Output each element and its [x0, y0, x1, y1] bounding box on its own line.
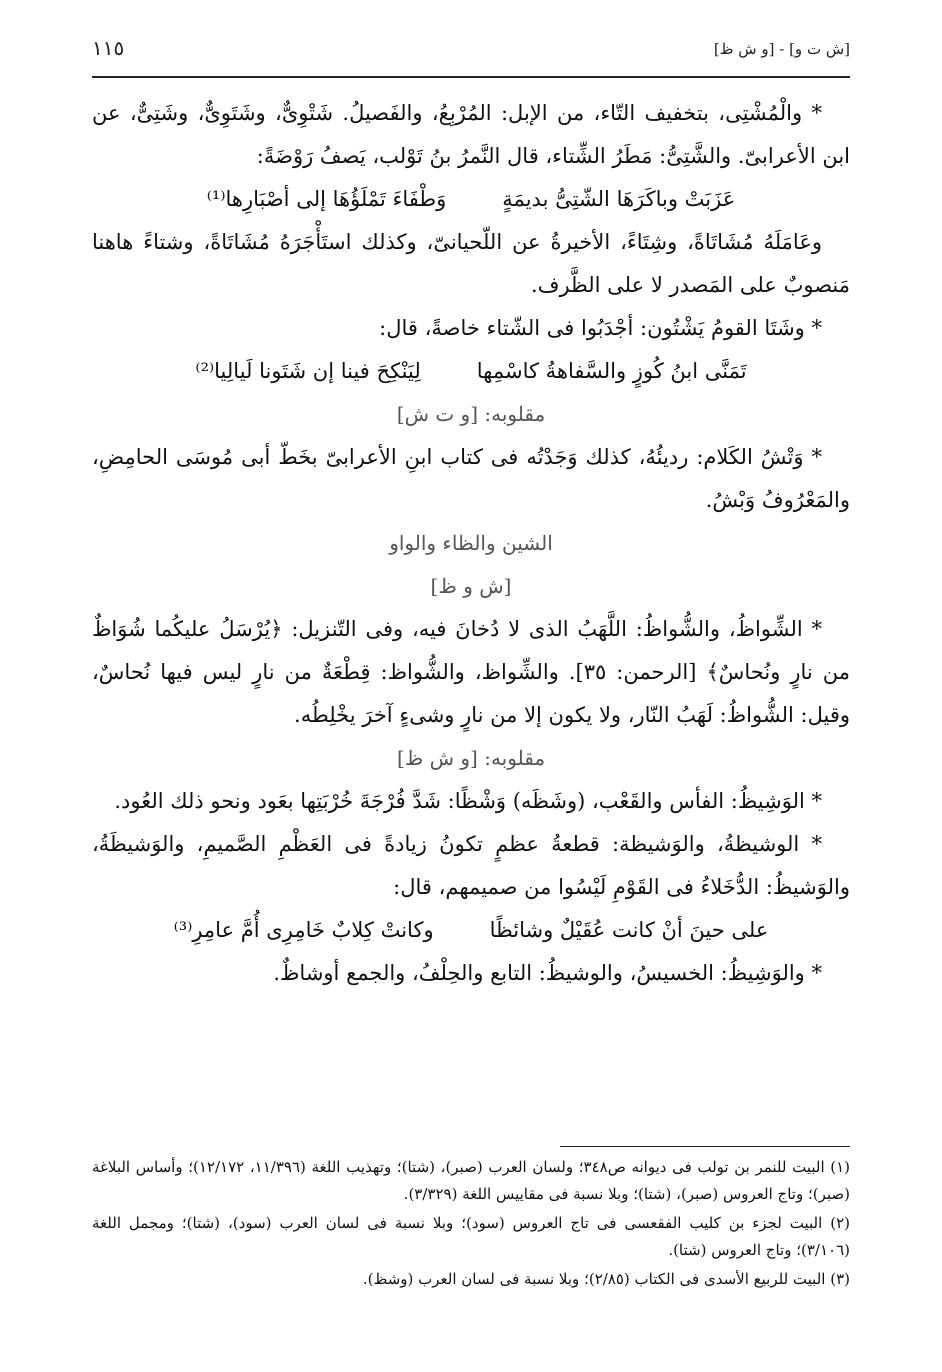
section-heading: الشين والظاء والواو: [389, 531, 553, 555]
main-text: [92, 92, 850, 995]
page-number: ١١٥: [92, 36, 125, 60]
paragraph: * وَتْشُ الكَلام: رديئُهُ، كذلك وَجَدْتُه فى كتاب ابنِ الأعرابىّ بخَطّ أبى مُوسَى الحامِضِ، والمَعْرُوفُ وَبْشُ.: [92, 445, 850, 512]
footnote: (٣) البيت للربيع الأسدى فى الكتاب (٢/٨٥)؛ وبلا نسبة فى لسان العرب (وشظ).: [362, 1270, 850, 1288]
footnote: (١) البيت للنمر بن تولب فى ديوانه ص٣٤٨؛ ولسان العرب (صبر)، (شتا)؛ وتهذيب اللغة (١١/٣٩٦، ١٢/١٧٢)؛ وأساس البلاغة (صبر)؛ وتاج العروس (صبر)، (شتا)؛ وبلا نسبة فى مقاييس اللغة (٣/٣٢٩).: [92, 1158, 851, 1203]
section-heading: [ش و ظ]: [430, 574, 512, 598]
section-heading: مقلوبه: [و ت ش]: [396, 402, 546, 426]
section-heading: مقلوبه: [و ش ظ]: [396, 746, 546, 770]
page-header: [92, 34, 850, 74]
verse-line: [92, 350, 850, 393]
running-head: [ش ت و] - [و ش ظ]: [713, 40, 850, 58]
verse-hemistich-first: عَزَبَتْ وباكَرَهَا الشّتِىُّ بديمَةٍ: [502, 187, 736, 211]
footnotes: [92, 1154, 850, 1295]
paragraph: * والوَشِيظُ: الخسيسُ، والوشيظُ: التابع والحِلْفُ، والجمع أوشاظٌ.: [273, 961, 822, 985]
footnote: (٢) البيت لجزء بن كليب الفقعسى فى تاج العروس (سود)؛ وبلا نسبة فى لسان العرب (سود)، (شتا)؛ ومجمل اللغة (٣/١٠٦)؛ وتاج العروس (شتا).: [92, 1214, 850, 1259]
header-rule: [92, 76, 850, 78]
paragraph: * الوشيظةُ، والوَشيظة: قطعةُ عظمٍ تكونُ زيادةً فى العَظْمِ الصَّميمِ، والوَشيظَةُ، والوَشيظُ: الدُّخَلاءُ فى القَوْمِ لَيْسُوا من صميمهم، قال:: [92, 832, 850, 899]
paragraph: * والْمُشْتِى، بتخفيف التّاء، من الإبل: المُرْبِعُ، والفَصيلُ. شَتْوِىٌّ، وشَتَوِىٌّ، وشَتِىٌّ، عن ابن الأعرابىّ. والشَّتِىُّ: مَطَرُ الشِّتاء، قال النَّمرُ بنُ تَوْلب، يَصفُ رَوْضَةً:: [92, 101, 850, 168]
verse-hemistich-second: وكانتْ كِلابٌ خَامِرِى أُمَّ عامِرِ⁽³⁾: [173, 918, 434, 942]
paragraph: * الشِّواظُ، والشُّواظُ: اللَّهَبُ الذى لا دُخانَ فيه، وفى التّنزيل: ﴿يُرْسَلُ عليكُما شُوَاظٌ من نارٍ ونُحاسٌ﴾ [الرحمن: ٣٥]. والشِّواظ، والشُّواظ: قِطْعَةٌ من نارٍ ليس فيها نُحاسٌ، وقيل: الشُّواظُ: لَهَبُ النّار، ولا يكون إلا من نارٍ وشىءٍ آخرَ يخْلِطُه.: [92, 617, 850, 727]
paragraph: وعَامَلَهُ مُشَاتَاةً، وشِتَاءً، الأخيرةُ عن اللّحيانىّ، وكذلك استَأْجَرَهُ مُشَاتَاةً، وشتاءً هاهنا مَنصوبٌ على المَصدر لا على الظَّرف.: [92, 230, 850, 297]
verse-hemistich-first: على حينَ أنْ كانت عُقَيْلٌ وشائظًا: [489, 918, 769, 942]
verse-hemistich-second: لِيَنْكِحَ فينا إن شَتَونا لَيالِيا⁽²⁾: [195, 359, 421, 383]
footnote-rule: [560, 1146, 850, 1147]
verse-hemistich-second: وَطْفَاءَ تَمْلَؤُهَا إلى أصْبَارِها⁽¹⁾: [206, 187, 447, 211]
paragraph: * وشَتَا القومُ يَشْتُون: أجْدَبُوا فى الشّتاء خاصةً، قال:: [379, 316, 822, 340]
verse-line: [92, 909, 850, 952]
paragraph: * الوَشِيظُ: الفأس والقَعْب، (وشَظَه) وَشْظًا: شَدَّ فُرْجَةَ خُرْبَتِها بعَود ونحو ذلك العُود.: [114, 789, 822, 813]
verse-line: [92, 178, 850, 221]
verse-hemistich-first: تَمَنَّى ابنُ كُوزٍ والسَّفاهةُ كاسْمِها: [476, 359, 747, 383]
